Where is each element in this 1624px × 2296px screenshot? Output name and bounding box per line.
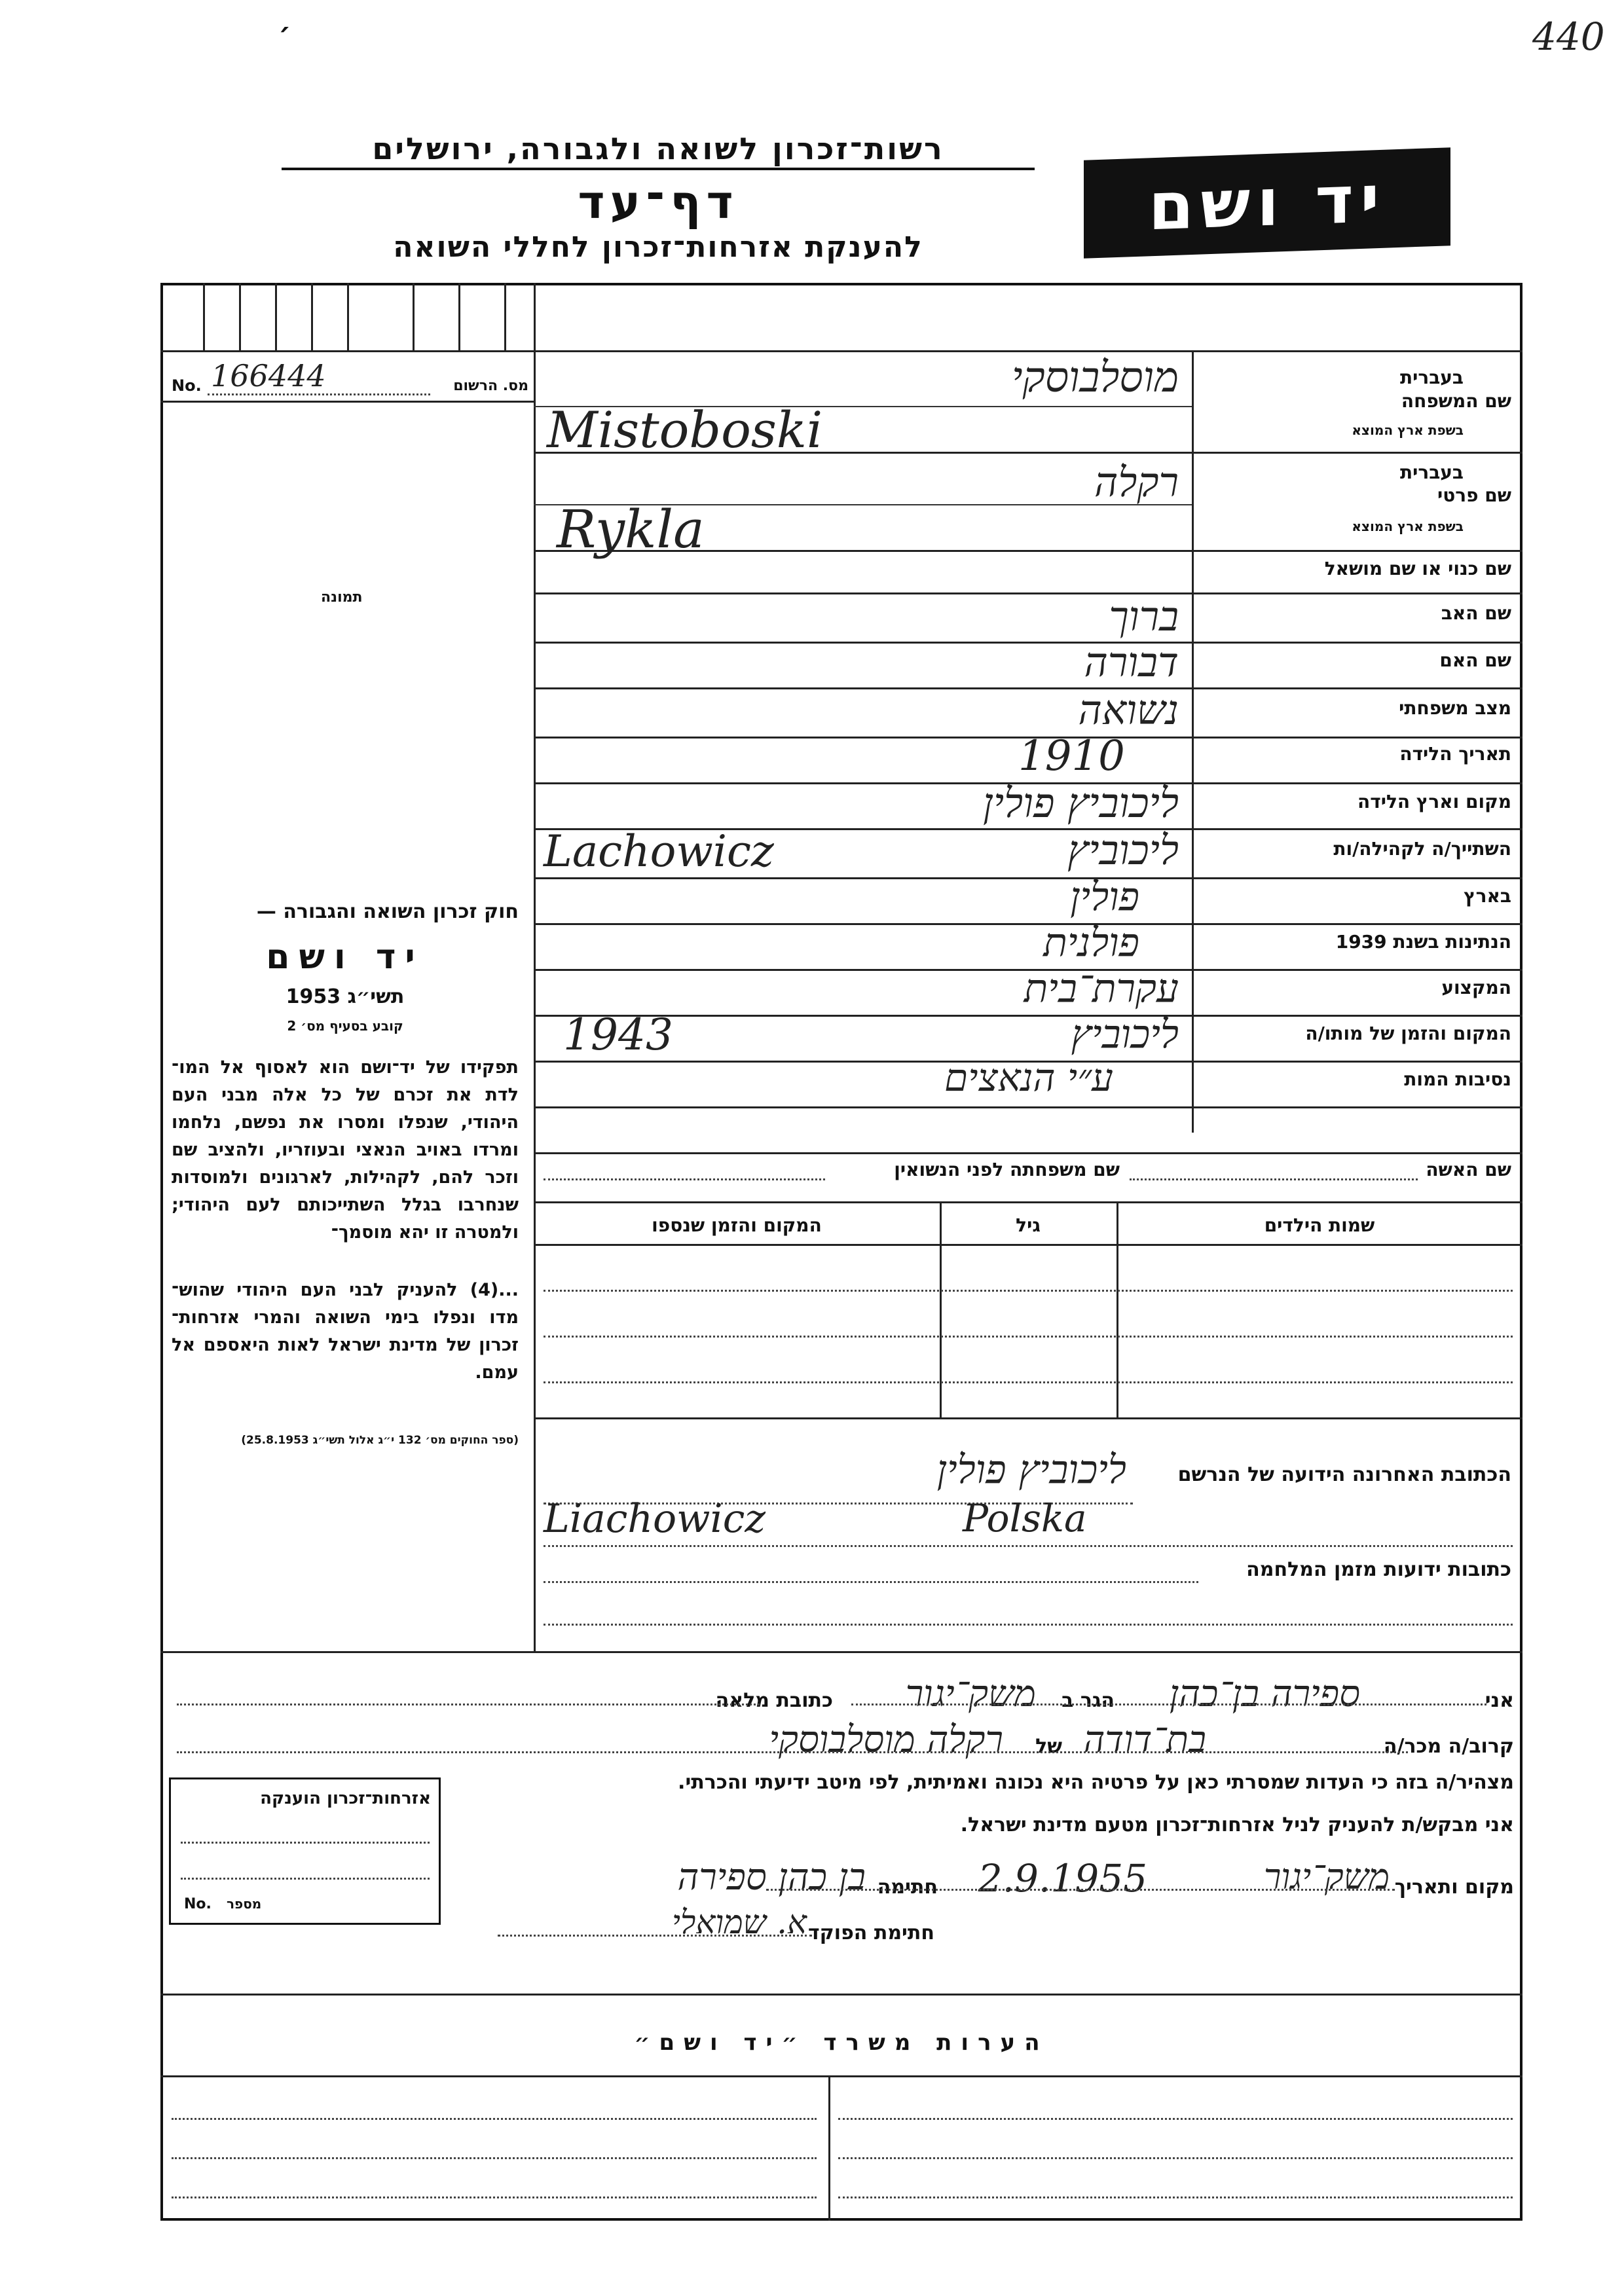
profession-value: עקרת־בית [1024,966,1179,1011]
first-name-label: שם פרטי [1437,484,1511,506]
last-address-latin-1: Liachowicz [544,1496,766,1542]
declarant-dots-1b [851,1704,1486,1705]
children-header-names: שמות הילדים [1264,1214,1375,1236]
law-paragraph-1: תפקידו של יד־ושם הוא לאסוף אל המו־ לדת את זכרם של כל אלה מבני העם היהודי, שנפלו ומסרו את נפשם, נלחמו ומרדו באויב הנאצי ובעוזריו, ולהציב שם וזכר להם, לקהילות, לארגונים ולמוסדות שנחרבו בגלל השתייכותם לעם היהודי; ולמטרה זו יהא מוסמך־ [172,1057,519,1243]
children-header-age: גיל [1016,1214,1041,1236]
wartime-address-label: כתובות ידועות מזמן המלחמה [1246,1558,1511,1581]
relative-of-value: רקלה מוסלבוסקי [769,1719,1003,1761]
declarant-dots-1 [177,1704,760,1705]
registration-row [172,357,528,396]
mother-label: שם האם [1439,649,1511,671]
death-year: 1943 [563,1010,673,1060]
photo-label: תמונה [321,589,363,606]
declarant-full-address-label: כתובת מלאה [715,1689,833,1712]
law-year: תשי״ג 1953 [286,985,405,1008]
tick-2 [239,283,241,350]
citizenship-label: הנתינות בשנת 1939 [1335,931,1511,953]
row-sep-15 [534,1152,1522,1154]
place-date-label: מקום ותאריך [1394,1876,1514,1899]
officer-label: חתימת הפוקד [808,1922,934,1944]
tick-3 [275,283,277,350]
remarks-line-left-1 [172,2118,817,2120]
origin-lang-label-2: בשפת ארץ המוצא [1352,519,1464,534]
page-number: 440 [1532,14,1605,59]
remarks-divider [828,2075,830,2221]
registration-number: 166444 [211,358,326,393]
community-hebrew: ליכוביץ [1067,826,1179,874]
in-hebrew-label-2: בעברית [1399,462,1464,483]
children-table-top [534,1201,1522,1203]
marital-value: נשואה [1078,686,1179,734]
remarks-line-right-2 [838,2157,1513,2159]
date-value: 2.9.1955 [978,1856,1147,1901]
remarks-line-right-1 [838,2118,1513,2120]
tick-7 [458,283,460,350]
declarant-row-1 [172,1673,1514,1715]
death-circumstances-value: ע״י הנאצים [944,1055,1113,1100]
signature-value: בן כהן ספירה [677,1856,866,1899]
law-name: יד ושם [266,938,424,977]
father-label: שם האב [1441,602,1511,624]
wartime-dots-2 [544,1624,1513,1626]
birthplace-label: מקום וארץ הלידה [1357,791,1511,812]
community-label: השתייך/ה לקהילה/ות [1333,838,1511,860]
citizenship-box-line-1 [181,1842,430,1844]
last-address-latin-2: Polska [963,1496,1087,1540]
children-table-header-bottom [534,1244,1522,1246]
header-authority: רשות־זכרון לשואה ולגבורה, ירושלים [282,131,1035,170]
tick-8 [504,283,506,350]
country-value: פולין [1070,874,1139,920]
death-label: המקום והזמן של מותו/ה [1305,1023,1511,1044]
first-name-hebrew: רקלה [1094,458,1179,506]
declarant-i-label: אני [1485,1689,1514,1712]
declarant-name: ספירה בן־כהן [1169,1673,1360,1715]
form-top-separator [534,350,1522,352]
last-address-dots-2 [544,1545,1513,1547]
citizenship-box-line-2 [181,1878,430,1880]
tick-6 [413,283,415,350]
country-label: בארץ [1464,885,1511,907]
profession-label: המקצוע [1441,977,1511,998]
relative-label: קרוב/ה מכר/ה [1383,1735,1514,1758]
remarks-title: הערות משרד ״יד ושם״ [634,2030,1049,2056]
tick-strip-bottom [160,350,534,352]
remarks-line-right-3 [838,2196,1513,2198]
header-title: דף־עד [578,175,739,229]
marital-label: מצב משפחתי [1399,697,1511,719]
citizenship-box-title: אזרחות־זכרון הוענקה [260,1789,431,1808]
declaration-text-2: אני מבקש/ת להעניק לניל אזרחות־זכרון מטעם מדינת ישראל. [960,1813,1514,1836]
wartime-dots-1 [544,1581,1198,1583]
citizenship-value: פולנית [1043,920,1139,966]
death-circumstances-label: נסיבות המות [1404,1068,1511,1090]
origin-lang-label-1: בשפת ארץ המוצא [1352,422,1464,438]
law-clause: קובע בסעיף מס׳ 2 [287,1018,403,1034]
registration-dots [208,393,430,395]
declaration-top [160,1651,1522,1653]
declarant-dots-2 [177,1751,1408,1753]
last-address-label: הכתובת האחרונה הידועה של הנרשם [1177,1463,1511,1486]
citizenship-box-number-label: מספר [227,1896,262,1912]
wife-maiden-label: שם משפחתה לפני הנשואין [894,1159,1120,1180]
tick-5 [347,283,349,350]
signature-label: חתימה [877,1876,938,1899]
law-source: (ספר החוקים מס׳ 132 י״ג אלול תשי״ג 25.8.1953) [241,1434,519,1447]
children-table-bottom [534,1417,1522,1419]
children-col-div-1 [940,1201,942,1417]
citizenship-granted-box [169,1777,441,1925]
remarks-title-bottom [160,2075,1522,2077]
children-row-line-3 [544,1381,1513,1383]
children-header-place: המקום והזמן שנספו [652,1214,822,1236]
nickname-label: שם כנוי או שם מושאל [1324,558,1511,579]
death-place: ליכוביץ [1071,1011,1179,1057]
row-sep-14 [534,1106,1522,1108]
last-address-hebrew: ליכוביץ פולין [936,1447,1126,1493]
wife-label: שם האשה [1426,1159,1511,1180]
header-subtitle: להענקת אזרחות־זכרון לחללי השואה [393,230,923,264]
community-latin: Lachowicz [544,826,774,877]
officer-dots [498,1935,812,1937]
remarks-line-left-2 [172,2157,817,2159]
tick-1 [203,283,205,350]
law-title: חוק זכרון השואה והגבורה — [256,900,519,923]
in-hebrew-label-1: בעברית [1399,367,1464,388]
declaration-text-1: מצהיר/ה בזה כי העדות שמסרתי כאן על פרטיה היא נכונה ואמיתית, לפי מיטב ידיעתי והכרתי. [678,1771,1514,1794]
registration-separator [160,401,534,403]
family-name-label: שם המשפחה [1401,390,1511,412]
registration-no-label: No. [172,376,202,395]
birthdate-label: תאריך הלידה [1399,743,1511,765]
logo-text: יד ושם [1148,160,1386,246]
yad-vashem-logo [1084,147,1450,259]
wife-dots-2 [544,1178,825,1180]
birthplace-value: ליכוביץ פולין [983,779,1179,827]
top-mark: ׳ [278,16,291,50]
declarant-resides-value: משק־יגור [905,1673,1036,1715]
father-value: ברוך [1109,592,1179,640]
wife-dots-1 [1130,1178,1418,1180]
children-col-div-2 [1116,1201,1118,1417]
sign-dots [766,1889,1395,1891]
mother-value: דבורה [1084,638,1179,686]
law-paragraph-2: ...(4) להעניק לבני העם היהודי שהוש־ מדו ונפלו בימי השואה והמרי אזרחות־ זכרון של מדינת ישראל לאות היאספם אל עמם. [172,1280,519,1383]
remarks-top [160,1994,1522,1995]
birthdate-value: 1910 [1018,732,1125,780]
declarant-resides-label: הגר ב [1061,1689,1115,1712]
place-value: משק־יגור [1263,1856,1390,1897]
family-name-latin: Mistoboski [547,401,823,459]
first-name-latin: Rykla [557,499,705,560]
remarks-line-left-3 [172,2196,817,2198]
left-column-divider [534,283,536,1651]
of-label: של [1035,1735,1062,1758]
citizenship-box-no-label: No. [184,1896,212,1912]
relation-value: בת־דודה [1083,1719,1206,1761]
family-name-hebrew: מוסלבוסקי [1011,354,1179,402]
registration-label: מס. הרשום [453,378,528,394]
tick-4 [311,283,313,350]
officer-value: א. שמואלי [671,1903,807,1941]
children-row-line-1 [544,1290,1513,1292]
children-row-line-2 [544,1336,1513,1338]
